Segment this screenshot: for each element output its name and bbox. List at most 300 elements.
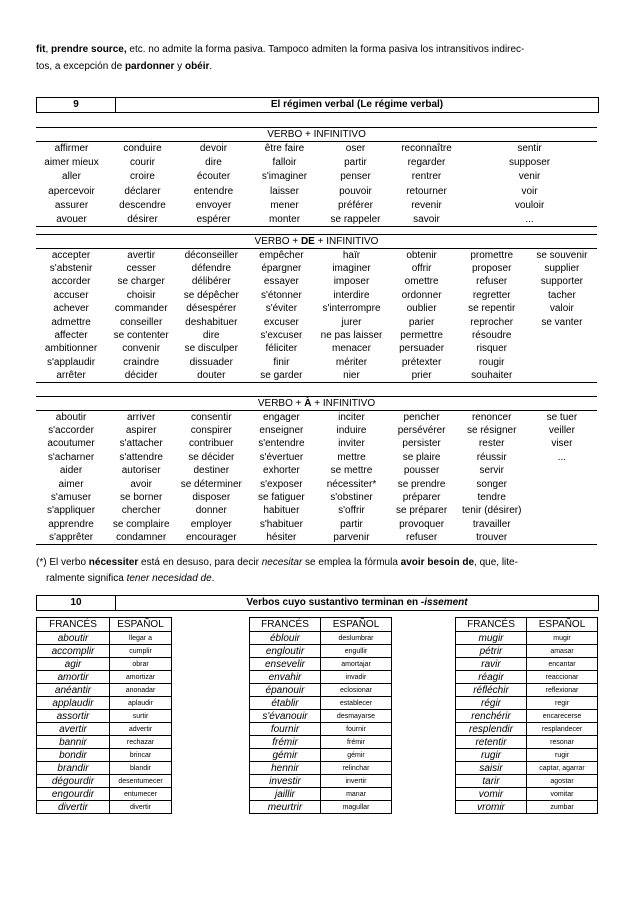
verb-cell: inciter (338, 411, 365, 423)
verb-cell: ... (462, 212, 597, 226)
table-row (36, 184, 597, 198)
verb-cell: pousser (403, 465, 440, 477)
table-row (37, 710, 172, 723)
table-row (250, 632, 392, 645)
table-row (250, 723, 392, 736)
verb-cell: se repentir (468, 303, 516, 315)
verb-cell: aspirer (125, 425, 157, 437)
verb-cell: s'excuser (260, 330, 303, 342)
verb-cell: assurer (54, 199, 89, 211)
verb-cell: renoncer (471, 411, 512, 423)
verb-cell (527, 356, 597, 369)
verb-cell: persuader (399, 343, 445, 355)
verb-cell: parier (408, 316, 435, 328)
verb-cell: dire (202, 330, 220, 342)
french-verb: aboutir (37, 632, 110, 645)
table-row (36, 275, 597, 288)
table-row (37, 775, 172, 788)
verb-cell: excuser (263, 316, 299, 328)
verb-cell: s'acharner (47, 451, 95, 463)
french-verb: anéantir (37, 684, 110, 697)
verb-cell: s'exposer (260, 478, 303, 490)
table-row (36, 289, 597, 302)
table-row (250, 788, 392, 801)
table-row (36, 411, 597, 424)
verb-cell: enseigner (259, 425, 304, 437)
verb-cell: tendre (477, 492, 506, 504)
verb-cell (527, 531, 597, 544)
verb-cell: supplier (544, 263, 580, 275)
intro-text: , (45, 44, 52, 55)
table-row (456, 684, 598, 697)
verb-cell: se garder (246, 369, 316, 382)
table-row (456, 697, 598, 710)
verb-cell: convenir (122, 343, 161, 355)
table-row (456, 749, 598, 762)
verb-cell: veiller (548, 425, 575, 437)
verb-cell: jurer (341, 316, 362, 328)
french-verb: bondir (37, 749, 110, 762)
table-row (37, 684, 172, 697)
verb-cell: se fatiguer (258, 492, 305, 504)
verb-cell: se plaire (402, 451, 441, 463)
french-verb: réfléchir (456, 684, 527, 697)
verb-cell (527, 518, 597, 531)
verb-cell: s'attendre (119, 451, 163, 463)
verb-cell: disposer (192, 492, 231, 504)
verb-cell: accepter (51, 249, 91, 261)
verb-cell: admettre (51, 316, 91, 328)
verb-cell: s'interrompre (322, 303, 381, 315)
note-text: . (211, 573, 215, 584)
french-verb: éblouir (250, 632, 321, 645)
french-verb: amortir (37, 671, 110, 684)
french-verb: engloutir (250, 645, 321, 658)
verb-cell: refuser (476, 276, 508, 288)
verb-cell: exhorter (263, 465, 300, 477)
verb-cell: entendre (193, 185, 234, 197)
verb-cell: imaginer (332, 263, 371, 275)
spanish-verb: anonadar (110, 684, 172, 697)
verb-cell: voir (521, 185, 538, 197)
verb-cell: écouter (196, 171, 231, 183)
spanish-verb: engullir (321, 645, 392, 658)
french-verb: resplendir (456, 723, 527, 736)
verb-cell: s'éviter (265, 303, 298, 315)
table-row (456, 762, 598, 775)
verb-cell: parvenir (316, 531, 386, 544)
verb-cell (527, 464, 597, 477)
verb-cell: viser (551, 438, 573, 450)
verb-cell: pouvoir (339, 185, 372, 197)
pairs-table-1 (36, 617, 172, 814)
french-verb: engourdir (37, 788, 110, 801)
verb-cell: souhaiter (457, 369, 527, 382)
verb-cell: chercher (121, 505, 161, 517)
verb-cell: nécessiter* (326, 478, 377, 490)
spanish-verb: entumecer (110, 788, 172, 801)
verb-cell: affecter (54, 330, 88, 342)
verb-cell: donner (195, 505, 227, 517)
intro-bold: obéir (184, 61, 210, 72)
verb-cell: se contenter (113, 330, 169, 342)
verb-cell (527, 477, 597, 490)
verb-cell: regretter (472, 289, 511, 301)
table-row (456, 736, 598, 749)
verb-cell: conseiller (120, 316, 163, 328)
verb-cell: défendre (191, 263, 232, 275)
verb-cell: résoudre (471, 330, 512, 342)
french-verb: bannir (37, 736, 110, 749)
french-verb: saisir (456, 762, 527, 775)
verb-cell: empêcher (259, 249, 304, 261)
table-row (37, 762, 172, 775)
note-italic: tener necesidad de (126, 573, 212, 584)
verb-cell: accorder (51, 276, 91, 288)
spanish-verb: surtir (110, 710, 172, 723)
verb-cell: commander (114, 303, 168, 315)
table-row (456, 723, 598, 736)
table-row (36, 315, 597, 328)
verb-cell: désespérer (186, 303, 237, 315)
table-row (36, 329, 597, 342)
french-verb: régir (456, 697, 527, 710)
verb-cell: se borner (120, 492, 163, 504)
verb-cell: arriver (126, 411, 156, 423)
table-row (36, 356, 597, 369)
spanish-verb: zumbar (527, 801, 598, 814)
verb-cell: se disculper (184, 343, 238, 355)
intro-bold: fit (36, 44, 46, 55)
verb-cell: se souvenir (536, 249, 588, 261)
verb-cell: craindre (123, 356, 160, 368)
verb-cell: préparer (402, 492, 441, 504)
table-row (250, 749, 392, 762)
verb-cell: réussir (476, 451, 507, 463)
intro-bold: pardonner (124, 61, 175, 72)
verb-cell: induire (336, 425, 367, 437)
verb-cell: falloir (272, 157, 297, 169)
french-verb: établir (250, 697, 321, 710)
col-header-fr: FRANCÉS (37, 618, 110, 632)
verb-cell: imposer (333, 276, 370, 288)
table-row (36, 504, 597, 517)
french-verb: envahir (250, 671, 321, 684)
verb-cell: aider (59, 465, 83, 477)
verb-cell: engager (263, 411, 300, 423)
verb-cell: s'étonner (260, 289, 302, 301)
verb-cell: se déterminer (180, 478, 242, 490)
table-row (250, 658, 392, 671)
table-row (36, 451, 597, 464)
spanish-verb: blandir (110, 762, 172, 775)
verb-cell: destiner (193, 465, 230, 477)
table-row (37, 736, 172, 749)
verb-cell: avouer (36, 212, 107, 226)
spanish-verb: regir (527, 697, 598, 710)
table-row (36, 531, 597, 544)
french-verb: jaillir (250, 788, 321, 801)
note-bold: nécessiter (88, 557, 139, 568)
table-row (37, 749, 172, 762)
verb-cell: habituer (263, 505, 300, 517)
verb-cell: se mettre (330, 465, 373, 477)
french-verb: hennir (250, 762, 321, 775)
verb-cell: rester (478, 438, 505, 450)
verb-cell: proposer (471, 263, 512, 275)
verb-cell: aimer mieux (44, 157, 99, 169)
french-verb: renchérir (456, 710, 527, 723)
verb-cell: s'attacher (119, 438, 163, 450)
verb-cell (527, 329, 597, 342)
french-verb: ensevelir (250, 658, 321, 671)
table-row (250, 697, 392, 710)
table-row (250, 671, 392, 684)
verb-cell: se préparer (396, 505, 448, 517)
table-row (36, 437, 597, 450)
verb-cell: monter (249, 212, 320, 226)
table-row (36, 342, 597, 355)
verb-cell: rougir (478, 356, 505, 368)
french-verb: vomir (456, 788, 527, 801)
spanish-verb: encarecerse (527, 710, 598, 723)
french-verb: assortir (37, 710, 110, 723)
table-header: VERBO + INFINITIVO (36, 128, 597, 142)
verb-cell: décider (106, 369, 176, 382)
verb-cell: délibérer (191, 276, 231, 288)
verb-cell: supporter (540, 276, 583, 288)
verb-cell: essayer (263, 276, 299, 288)
table-row (36, 369, 597, 382)
verb-cell: se résigner (466, 425, 517, 437)
table-row (456, 801, 598, 814)
col-header-es: ESPAÑOL (527, 618, 598, 632)
table-row (36, 518, 597, 531)
verb-cell: apercevoir (48, 185, 95, 197)
verb-cell: menacer (332, 343, 371, 355)
french-verb: divertir (37, 801, 110, 814)
french-verb: réagir (456, 671, 527, 684)
spanish-verb: frémir (321, 736, 392, 749)
intro-text: y (174, 61, 185, 72)
verb-cell: supposer (508, 157, 551, 169)
verb-cell: dissuader (189, 356, 233, 368)
verb-cell: savoir (391, 212, 462, 226)
verb-cell: venir (518, 171, 541, 183)
verb-cell: dire (205, 157, 222, 169)
spanish-verb: invadir (321, 671, 392, 684)
intro-bold: prendre source, (51, 44, 127, 55)
table-row (37, 801, 172, 814)
table-row (36, 212, 597, 226)
spanish-verb: resplandecer (527, 723, 598, 736)
spanish-verb: manar (321, 788, 392, 801)
french-verb: pétrir (456, 645, 527, 658)
verb-cell: prétexter (401, 356, 442, 368)
verbo-infinitivo-table (36, 127, 597, 227)
verb-cell: encourager (176, 531, 246, 544)
table-row (36, 477, 597, 490)
note-bold: avoir besoin de (400, 557, 475, 568)
table-row (250, 762, 392, 775)
table-row (36, 262, 597, 275)
spanish-verb: aplaudir (110, 697, 172, 710)
french-verb: gémir (250, 749, 321, 762)
verb-cell: travailler (472, 518, 511, 530)
table-row (36, 156, 597, 170)
verb-cell: s'accorder (48, 425, 94, 437)
col-header-fr: FRANCÉS (456, 618, 527, 632)
verb-cell: s'applaudir (47, 356, 96, 368)
spanish-verb: obrar (110, 658, 172, 671)
verb-cell: aller (62, 171, 81, 183)
verb-cell: trouver (457, 531, 527, 544)
intro-text: etc. no admite la forma pasiva. Tampoco admiten la forma pasiva los intransitivos indirec- (126, 44, 525, 55)
verb-cell: vouloir (514, 199, 545, 211)
table-row (250, 710, 392, 723)
pairs-table-3 (455, 617, 598, 814)
spanish-verb: reaccionar (527, 671, 598, 684)
verb-cell: condamner (106, 531, 176, 544)
table-row (250, 775, 392, 788)
verb-cell: se rappeler (320, 212, 391, 226)
french-verb: fournir (250, 723, 321, 736)
verb-cell: arrêter (36, 369, 106, 382)
verb-cell: omettre (404, 276, 439, 288)
verb-cell: s'imaginer (261, 171, 308, 183)
verb-cell: partir (344, 157, 367, 169)
verb-cell: désirer (107, 212, 178, 226)
table-row (456, 671, 598, 684)
spanish-verb: desentumecer (110, 775, 172, 788)
verb-cell: reconnaître (401, 143, 452, 155)
spanish-verb: rechazar (110, 736, 172, 749)
table-row (456, 710, 598, 723)
spanish-verb: deslumbrar (321, 632, 392, 645)
verb-cell: s'habituer (259, 518, 303, 530)
section-number: 10 (37, 596, 116, 610)
french-verb: tarir (456, 775, 527, 788)
verb-cell: prier (387, 369, 457, 382)
french-verb: mugir (456, 632, 527, 645)
verb-cell: s'amuser (50, 492, 92, 504)
verb-cell: féliciter (265, 343, 298, 355)
french-verb: épanouir (250, 684, 321, 697)
spanish-verb: reflexionar (527, 684, 598, 697)
spanish-verb: desmayarse (321, 710, 392, 723)
table-row (456, 788, 598, 801)
verb-cell: s'apprêter (36, 531, 106, 544)
verb-cell: cesser (126, 263, 156, 275)
verb-cell: tacher (547, 289, 576, 301)
table-row (36, 249, 597, 262)
verb-cell: permettre (400, 330, 443, 342)
verb-cell: s'abstenir (49, 263, 93, 275)
verb-cell: provoquer (399, 518, 445, 530)
verb-cell: rentrer (411, 171, 442, 183)
spanish-verb: agostar (527, 775, 598, 788)
verb-cell: employer (190, 518, 232, 530)
verbo-a-infinitivo-table (36, 396, 597, 545)
section-title: El régimen verbal (Le régime verbal) (270, 99, 444, 110)
verb-cell: laisser (270, 185, 299, 197)
verb-cell: achever (53, 303, 89, 315)
verb-cell: oublier (406, 303, 437, 315)
intro-text: . (209, 61, 213, 72)
french-verb: agir (37, 658, 110, 671)
verb-cell: persévérer (397, 425, 446, 437)
verb-cell: servir (479, 465, 504, 477)
table-row (36, 491, 597, 504)
verb-cell: mener (270, 199, 299, 211)
col-header-es: ESPAÑOL (110, 618, 172, 632)
spanish-verb: brincar (110, 749, 172, 762)
verb-cell: finir (273, 356, 290, 368)
verb-cell: choisir (126, 289, 156, 301)
section-title-text: Verbos cuyo sustantivo terminan en -issement (246, 597, 468, 608)
french-verb: avertir (37, 723, 110, 736)
verb-cell: partir (340, 518, 363, 530)
verb-cell: persister (402, 438, 441, 450)
verb-cell: consentir (190, 411, 232, 423)
verb-cell: risquer (476, 343, 507, 355)
spanish-verb: mugir (527, 632, 598, 645)
table-row (456, 658, 598, 671)
verb-cell: inviter (338, 438, 365, 450)
note-text: se emplea la fórmula (302, 557, 401, 568)
french-verb: applaudir (37, 697, 110, 710)
verb-cell: tenir (désirer) (461, 505, 522, 517)
verb-cell: s'entendre (258, 438, 305, 450)
french-verb: vromir (456, 801, 527, 814)
verb-cell: haïr (342, 249, 361, 261)
note-italic: necesitar (261, 557, 303, 568)
spanish-verb: captar, agarrar (527, 762, 598, 775)
verb-cell: ne pas laisser (320, 330, 383, 342)
verb-cell (527, 369, 597, 382)
verb-cell: refuser (387, 531, 457, 544)
french-verb: s'évanouir (250, 710, 321, 723)
table-row (37, 723, 172, 736)
verb-cell: offrir (411, 263, 432, 275)
table-row (36, 170, 597, 184)
verb-cell: pencher (403, 411, 440, 423)
verb-cell: aimer (58, 478, 84, 490)
french-verb: meurtrir (250, 801, 321, 814)
table-row (37, 658, 172, 671)
verb-cell: accuser (53, 289, 89, 301)
verb-cell: mettre (337, 451, 366, 463)
verb-cell: descendre (119, 199, 166, 211)
verb-cell: obtenir (406, 249, 437, 261)
verb-cell (527, 504, 597, 517)
verb-cell: être faire (264, 143, 305, 155)
verb-cell: s'appliquer (47, 505, 96, 517)
table-header: VERBO + À + INFINITIVO (36, 397, 597, 411)
table-row (250, 684, 392, 697)
footnote (36, 555, 596, 587)
section-9-header (36, 97, 599, 113)
spanish-verb: advertir (110, 723, 172, 736)
table-row (37, 788, 172, 801)
verb-cell: se complaire (112, 518, 170, 530)
verb-cell: s'offrir (338, 505, 365, 517)
verb-cell: espérer (178, 212, 249, 226)
spanish-verb: invertir (321, 775, 392, 788)
table-header: VERBO + DE + INFINITIVO (36, 235, 597, 249)
verb-cell: ordonner (401, 289, 442, 301)
section-number: 9 (37, 98, 116, 112)
